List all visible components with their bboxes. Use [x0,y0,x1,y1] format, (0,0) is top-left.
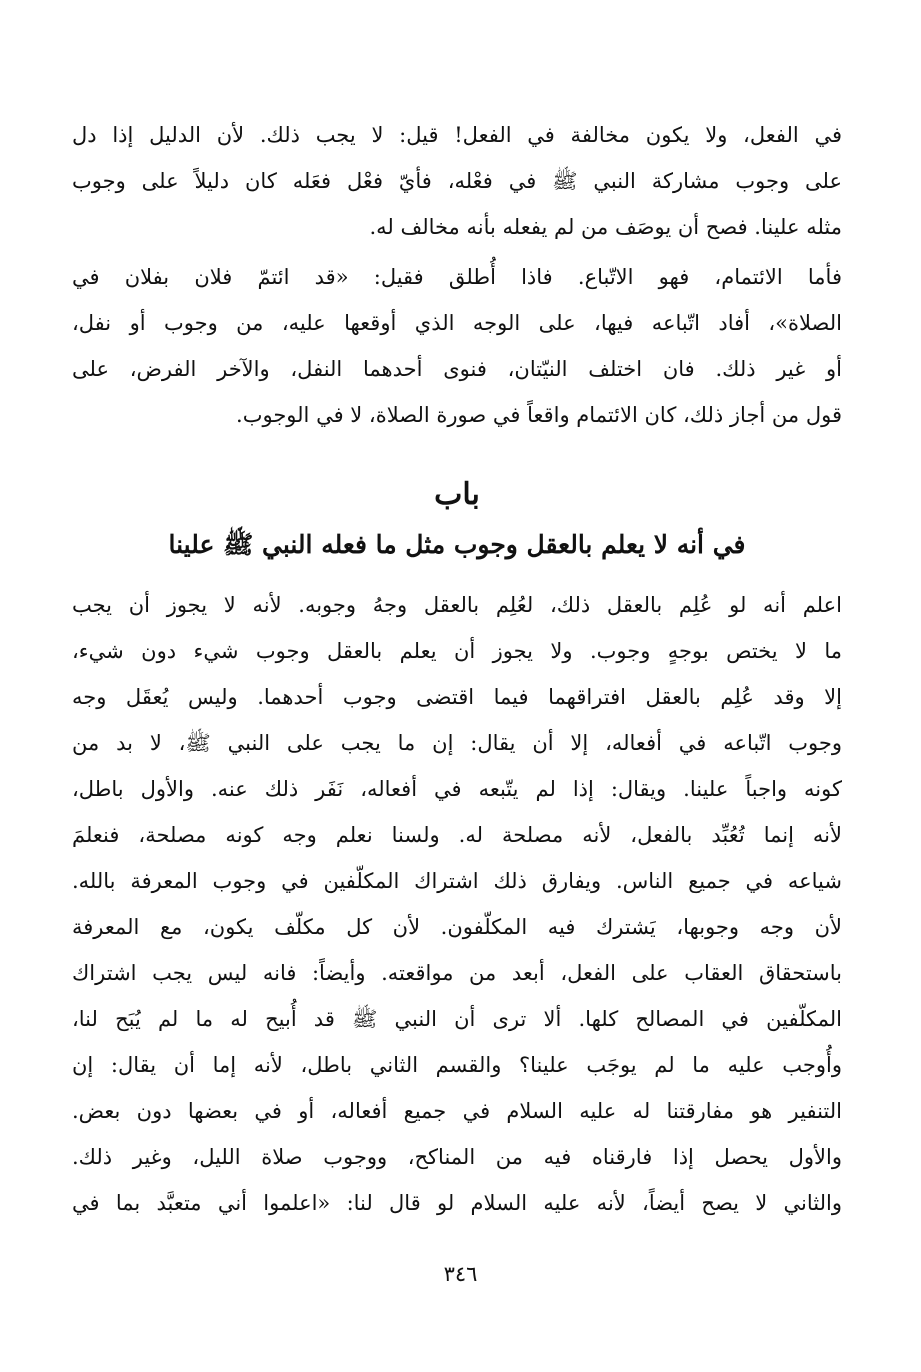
text-line: ما لا يختص بوجهٍ وجوب. ولا يجوز أن يعلم بالعقل وجوب شيء دون شيء، [72,639,842,663]
text-line: فأما الائتمام، فهو الاتّباع. فاذا أُطلق فقيل: «قد ائتمّ فلان بفلان في [72,265,842,289]
text-line: التنفير هو مفارقتنا له عليه السلام في جميع أفعاله، أو في بعضها دون بعض. [72,1099,842,1123]
page-body [72,112,842,1226]
text-line: لأنه إنما تُعُبِّد بالفعل، لأنه مصلحة له. ولسنا نعلم وجه كونه مصلحة، فنعلمَ [72,823,842,847]
text-line: لأن وجه وجوبها، يَشترك فيه المكلّفون. لأن كل مكلّف يكون، مع المعرفة [72,915,842,939]
text-line: مثله علينا. فصح أن يوصَف من لم يفعله بأنه مخالف له. [369,215,842,239]
chapter-title: في أنه لا يعلم بالعقل وجوب مثل ما فعله النبي ﷺ علينا [168,530,746,559]
text-line: إلا وقد عُلِم بالعقل افتراقهما فيما اقتضى وجوب أحدهما. وليس يُعقَل وجه [72,685,842,709]
text-line: المكلّفين في المصالح كلها. ألا ترى أن النبي ﷺ قد أُبيح له ما لم يُبَح لنا، [72,1007,842,1031]
paragraph-2 [72,254,842,438]
text-line: وأُوجب عليه ما لم يوجَب علينا؟ والقسم الثاني باطل، لأنه إما أن يقال: إن [72,1053,842,1077]
text-line: أو غير ذلك. فان اختلف النيّتان، فنوى أحدهما النفل، والآخر الفرض، على [72,357,842,381]
text-line: باستحقاق العقاب على الفعل، أبعد من مواقعته. وأيضاً: فانه ليس يجب اشتراك [72,961,842,985]
text-line: قول من أجاز ذلك، كان الائتمام واقعاً في صورة الصلاة، لا في الوجوب. [236,403,842,427]
text-line: وجوب اتّباعه في أفعاله، إلا أن يقال: إن ما يجب على النبي ﷺ، لا بد من [72,731,842,755]
page-number: ٣٤٦ [443,1262,478,1286]
text-line: في الفعل، ولا يكون مخالفة في الفعل! قيل: لا يجب ذلك. لأن الدليل إذا دل [72,123,842,147]
paragraph-1 [72,112,842,250]
text-line: شياعه في جميع الناس. ويفارق ذلك اشتراك المكلّفين في وجوب المعرفة بالله. [72,869,842,893]
chapter-word: باب [434,477,480,512]
text-line: اعلم أنه لو عُلِم بالعقل ذلك، لعُلِم بالعقل وجهُ وجوبه. لأنه لا يجوز أن يجب [72,593,842,617]
text-line: والأول يحصل إذا فارقناه فيه من المناكح، ووجوب صلاة الليل، وغير ذلك. [72,1145,842,1169]
chapter-heading [72,468,842,568]
paragraph-3 [72,582,842,1226]
text-line: الصلاة»، أفاد اتّباعه فيها، على الوجه الذي أوقعها عليه، من وجوب أو نفل، [72,311,842,335]
text-line: والثاني لا يصح أيضاً، لأنه عليه السلام لو قال لنا: «اعلموا أني متعبَّد بما في [72,1191,842,1215]
text-line: كونه واجباً علينا. ويقال: إذا لم يتّبعه في أفعاله، نَفَر ذلك عنه. والأول باطل، [72,777,842,801]
text-line: على وجوب مشاركة النبي ﷺ في فعْله، فأيّ فعْل فعَله كان دليلاً على وجوب [72,169,842,193]
